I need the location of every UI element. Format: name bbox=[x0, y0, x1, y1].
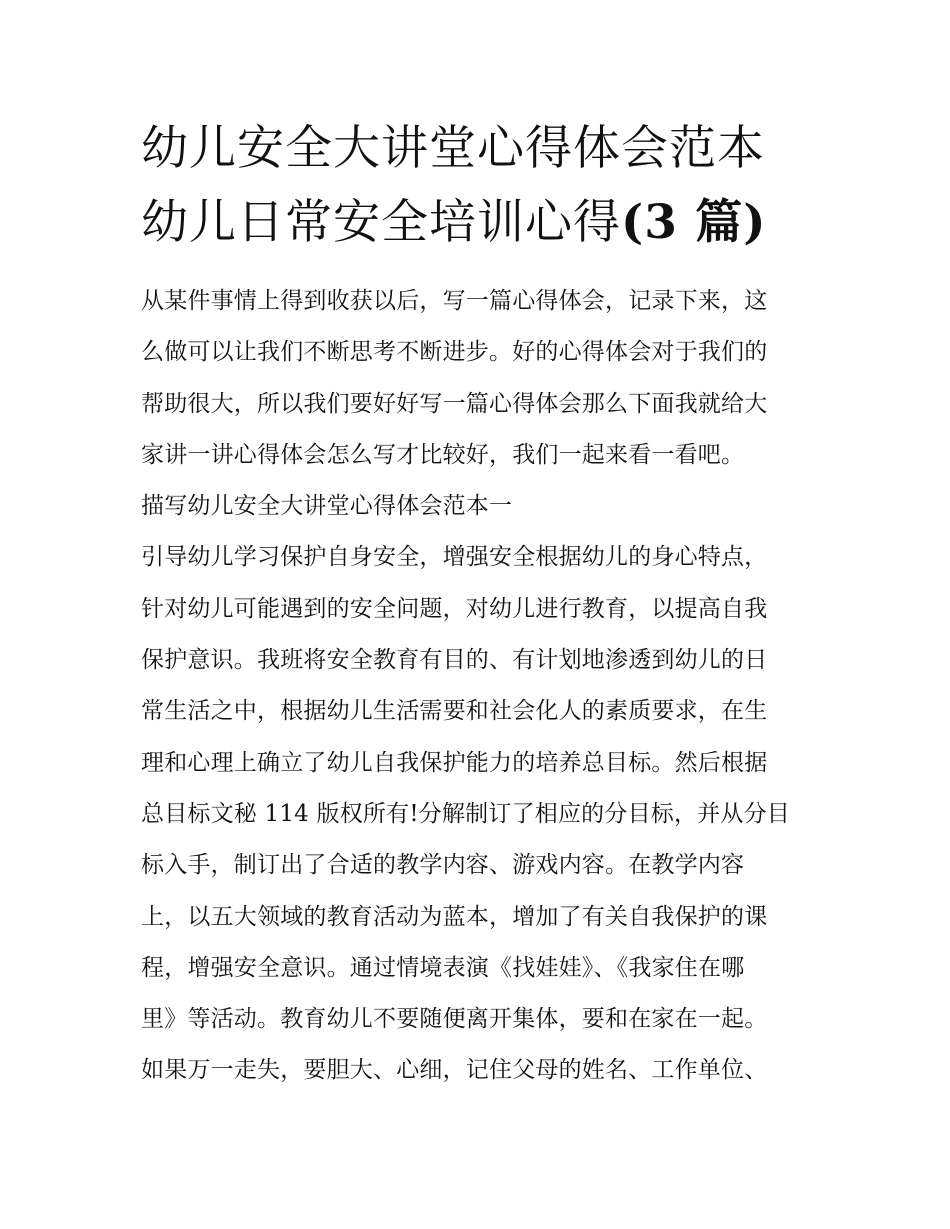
body-line: 里》等活动。教育幼儿不要随便离开集体，要和在家在一起。 bbox=[141, 1006, 768, 1033]
body-line: 标入手，制订出了合适的教学内容、游戏内容。在教学内容 bbox=[141, 852, 745, 879]
title-line-1: 幼儿安全大讲堂心得体会范本 bbox=[141, 121, 765, 176]
document-body bbox=[141, 276, 813, 1097]
body-line: 么做可以让我们不断思考不断进步。好的心得体会对于我们的 bbox=[141, 339, 768, 366]
body-line: 上，以五大领域的教育活动为蓝本，增加了有关自我保护的课 bbox=[141, 903, 768, 930]
body-line: 程，增强安全意识。通过情境表演《找娃娃》、《我家住在哪 bbox=[141, 954, 745, 981]
body-line: 引导幼儿学习保护自身安全，增强安全根据幼儿的身心特点， bbox=[141, 544, 768, 571]
body-line: 帮助很大，所以我们要好好写一篇心得体会那么下面我就给大 bbox=[141, 390, 768, 417]
document-title bbox=[141, 112, 813, 260]
title-line-2-prefix: 幼儿日常安全培训心得 bbox=[141, 195, 621, 250]
body-line: 理和心理上确立了幼儿自我保护能力的培养总目标。然后根据 bbox=[141, 749, 768, 776]
section-heading: 描写幼儿安全大讲堂心得体会范本一 bbox=[141, 493, 513, 520]
document-content bbox=[141, 112, 813, 1097]
body-line: 总目标文秘 114 版权所有!分解制订了相应的分目标，并从分目 bbox=[141, 800, 790, 827]
title-line-2-suffix: (3 篇) bbox=[621, 195, 767, 250]
body-line: 常生活之中，根据幼儿生活需要和社会化人的素质要求，在生 bbox=[141, 698, 768, 725]
body-line: 针对幼儿可能遇到的安全问题，对幼儿进行教育，以提高自我 bbox=[141, 595, 768, 622]
body-line: 家讲一讲心得体会怎么写才比较好，我们一起来看一看吧。 bbox=[141, 441, 745, 468]
body-line: 如果万一走失，要胆大、心细，记住父母的姓名、工作单位、 bbox=[141, 1057, 768, 1084]
body-line: 保护意识。我班将安全教育有目的、有计划地渗透到幼儿的日 bbox=[141, 647, 768, 674]
title-line-2 bbox=[141, 186, 813, 260]
body-line: 从某件事情上得到收获以后，写一篇心得体会，记录下来，这 bbox=[141, 288, 768, 314]
